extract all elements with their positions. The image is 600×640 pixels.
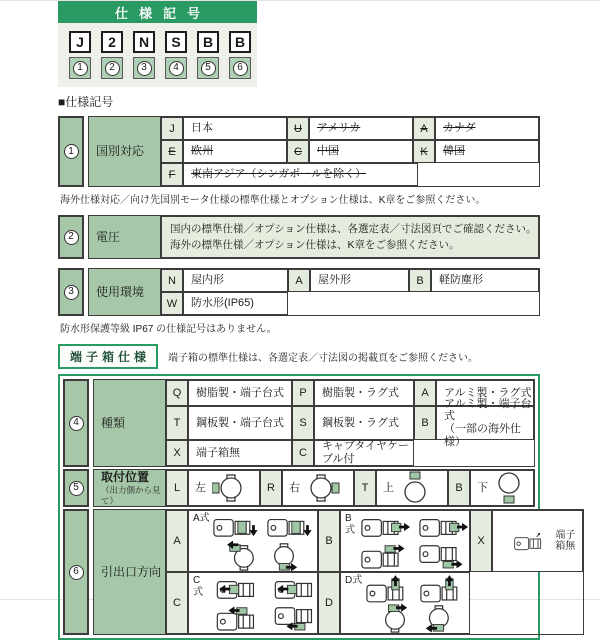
outlet-c-label: C式 bbox=[193, 575, 203, 598]
outlet-b-label: B式 bbox=[345, 513, 355, 536]
section-heading: ■仕様記号 bbox=[58, 95, 114, 109]
option-code: D bbox=[318, 572, 340, 634]
option-text: カナダ bbox=[435, 117, 539, 140]
row-outlet-direction-label: 引出口方向 bbox=[94, 510, 166, 634]
option-code: K bbox=[413, 140, 435, 163]
option-code: C bbox=[292, 440, 314, 466]
row-mount-position-number: 5 bbox=[63, 469, 89, 507]
option-code: A bbox=[413, 117, 435, 140]
position-box-2: 2 bbox=[101, 57, 123, 79]
terminal-section-note: 端子箱の標準仕様は、各選定表／寸法図の掲載頁をご参照ください。 bbox=[168, 353, 479, 364]
option-code: W bbox=[161, 292, 183, 315]
country-note: 海外仕様対応／向け先国別モータ仕様の標準仕様とオプション仕様は、K章をご参照ください。 bbox=[60, 195, 486, 206]
terminal-section-tag: 端子箱仕様 bbox=[58, 344, 158, 369]
option-text: 屋内形 bbox=[183, 269, 288, 292]
mount-top-cell: 上 bbox=[376, 470, 448, 506]
option-code: J bbox=[161, 117, 183, 140]
option-code: C bbox=[287, 140, 309, 163]
voltage-line-2: 海外の標準仕様／オプション仕様は、K章をご参照ください。 bbox=[170, 239, 460, 251]
code-box-6: B bbox=[229, 31, 251, 53]
option-code: X bbox=[470, 510, 492, 572]
option-text: 端子箱無 bbox=[188, 440, 292, 466]
outlet-a-cell bbox=[188, 510, 318, 572]
outlet-c-cell bbox=[188, 572, 318, 634]
option-text: キャブタイヤケーブル付 bbox=[314, 440, 414, 466]
terminal-section-header bbox=[58, 344, 540, 369]
row-mount-position-label: 取付位置 （出力側から見て） bbox=[94, 470, 166, 506]
option-code: B bbox=[318, 510, 340, 572]
row-mount-position bbox=[63, 469, 535, 507]
row-environment bbox=[58, 268, 540, 316]
option-code: T bbox=[354, 470, 376, 506]
row-kind-label: 種類 bbox=[94, 380, 166, 466]
spec-tables bbox=[58, 93, 576, 640]
option-text: アルミ製・端子台式 （一部の海外仕様） bbox=[436, 406, 534, 440]
position-box-1: 1 bbox=[69, 57, 91, 79]
mount-left-cell: 左 bbox=[188, 470, 260, 506]
option-code: C bbox=[166, 572, 188, 634]
outlet-a-label: A式 bbox=[193, 513, 210, 524]
option-code: P bbox=[292, 380, 314, 406]
option-code: B bbox=[448, 470, 470, 506]
option-text: 鋼板製・端子台式 bbox=[188, 406, 292, 440]
motor-side-outlet-down-icon bbox=[213, 511, 259, 541]
outlet-x-cell bbox=[492, 510, 583, 572]
motor-end-outlet-left-icon bbox=[225, 541, 259, 571]
mount-right-cell: 右 bbox=[282, 470, 354, 506]
option-code: Q bbox=[166, 380, 188, 406]
option-text: 韓国 bbox=[435, 140, 539, 163]
code-box-5: B bbox=[197, 31, 219, 53]
motor-mount-top-icon bbox=[400, 471, 430, 505]
code-box-4: S bbox=[165, 31, 187, 53]
option-text: 樹脂製・ラグ式 bbox=[314, 380, 414, 406]
option-code: U bbox=[287, 117, 309, 140]
motor-side-outlet-up-icon bbox=[420, 573, 466, 603]
option-code: N bbox=[161, 269, 183, 292]
row-country-label: 国別対応 bbox=[89, 117, 161, 186]
code-box-1: J bbox=[69, 31, 91, 53]
motor-side-outlet-top-left-icon bbox=[209, 603, 259, 631]
outlet-d-label: D式 bbox=[345, 575, 363, 586]
option-code: A bbox=[414, 380, 436, 406]
motor-side-outlet-right-icon bbox=[361, 513, 411, 541]
motor-mount-left-icon bbox=[212, 472, 246, 504]
row-voltage bbox=[58, 215, 540, 259]
motor-side-outlet-top-right-icon bbox=[361, 541, 411, 569]
motor-no-terminal-box-icon bbox=[514, 526, 547, 556]
motor-end-outlet-right-icon bbox=[267, 541, 301, 571]
row-kind-number: 4 bbox=[63, 379, 89, 467]
option-text: 軽防塵形 bbox=[431, 269, 539, 292]
row-voltage-number: 2 bbox=[58, 215, 84, 259]
option-text: 屋外形 bbox=[310, 269, 409, 292]
spec-code-panel bbox=[58, 23, 257, 87]
motor-side-outlet-right-icon bbox=[419, 513, 469, 541]
position-box-5: 5 bbox=[197, 57, 219, 79]
option-code: A bbox=[166, 510, 188, 572]
row-outlet-direction bbox=[63, 509, 576, 635]
row-country-number: 1 bbox=[58, 116, 84, 187]
option-code: E bbox=[161, 140, 183, 163]
spec-code-positions bbox=[69, 57, 257, 79]
motor-side-outlet-left-icon bbox=[267, 575, 317, 603]
motor-side-outlet-left-icon bbox=[209, 575, 259, 603]
motor-side-outlet-bottom-left-icon bbox=[267, 603, 317, 631]
position-box-4: 4 bbox=[165, 57, 187, 79]
option-text: 中国 bbox=[309, 140, 413, 163]
environment-note: 防水形保護等級 IP67 の仕様記号はありません。 bbox=[60, 324, 277, 335]
option-text: 樹脂製・端子台式 bbox=[188, 380, 292, 406]
motor-mount-bottom-icon bbox=[494, 471, 524, 505]
motor-end-bottom-outlet-left-icon bbox=[420, 603, 454, 633]
option-code: A bbox=[288, 269, 310, 292]
position-box-3: 3 bbox=[133, 57, 155, 79]
option-code: T bbox=[166, 406, 188, 440]
terminal-box-table bbox=[58, 374, 576, 640]
position-box-6: 6 bbox=[229, 57, 251, 79]
option-code: R bbox=[260, 470, 282, 506]
motor-side-outlet-down-icon bbox=[267, 511, 313, 541]
option-code: L bbox=[166, 470, 188, 506]
row-environment-number: 3 bbox=[58, 268, 84, 316]
option-code: S bbox=[292, 406, 314, 440]
outlet-d-cell bbox=[340, 572, 470, 634]
code-box-2: 2 bbox=[101, 31, 123, 53]
option-code: B bbox=[409, 269, 431, 292]
motor-side-outlet-bottom-right-icon bbox=[419, 541, 469, 569]
row-outlet-direction-number: 6 bbox=[63, 509, 89, 635]
option-text: アメリカ bbox=[309, 117, 413, 140]
option-text: 防水形(IP65) bbox=[183, 292, 288, 315]
motor-mount-right-icon bbox=[306, 472, 340, 504]
voltage-line-1: 国内の標準仕様／オプション仕様は、各選定表／寸法図頁でご確認ください。 bbox=[170, 222, 537, 235]
outlet-b-cell bbox=[340, 510, 470, 572]
voltage-description bbox=[161, 216, 539, 258]
row-kind bbox=[63, 379, 535, 467]
outlet-x-label: 端子箱無 bbox=[555, 529, 576, 552]
option-text: 日本 bbox=[183, 117, 287, 140]
option-code: F bbox=[161, 163, 183, 186]
spec-code-title: 仕様記号 bbox=[58, 1, 257, 23]
motor-end-top-outlet-right-icon bbox=[378, 603, 412, 633]
option-code: B bbox=[414, 406, 436, 440]
spec-code-letters bbox=[69, 31, 257, 53]
option-text: アルミ製・ラグ式 bbox=[436, 380, 534, 406]
code-box-3: N bbox=[133, 31, 155, 53]
row-voltage-label: 電圧 bbox=[89, 216, 161, 258]
option-text: 鋼板製・ラグ式 bbox=[314, 406, 414, 440]
row-country bbox=[58, 116, 540, 187]
option-text: 欧州 bbox=[183, 140, 287, 163]
option-text: 東南アジア（シンガポールを除く） bbox=[183, 163, 418, 186]
spec-code-header bbox=[58, 1, 257, 87]
option-code: X bbox=[166, 440, 188, 466]
row-environment-label: 使用環境 bbox=[89, 269, 161, 315]
mount-bottom-cell: 下 bbox=[470, 470, 534, 506]
motor-side-outlet-up-icon bbox=[366, 573, 412, 603]
